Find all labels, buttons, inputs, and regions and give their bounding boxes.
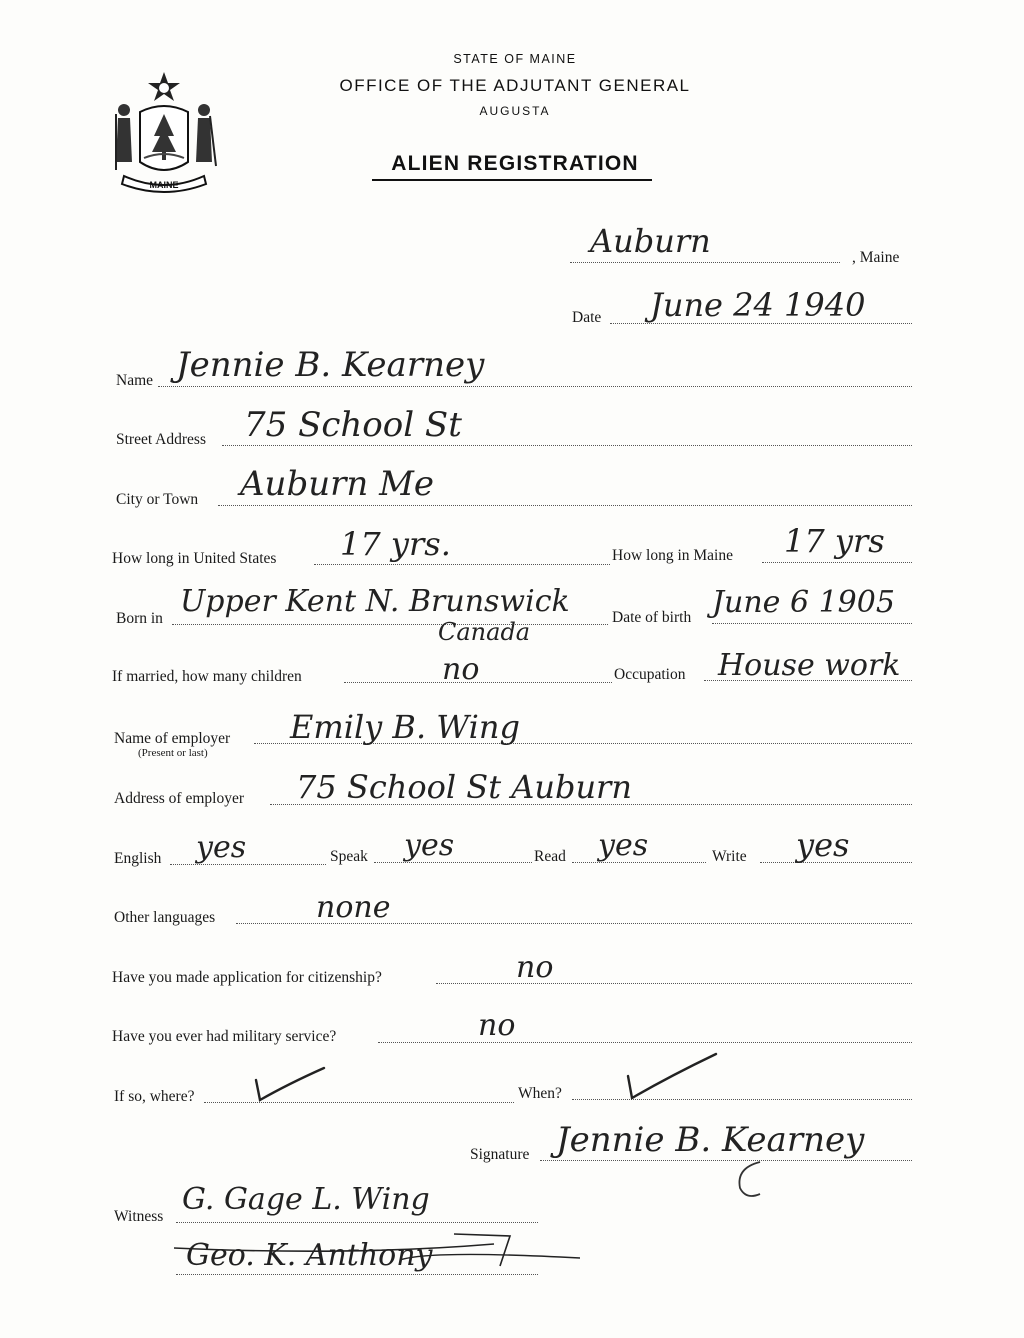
city-town-line (218, 505, 912, 506)
witness-2-entry: Geo. K. Anthony (186, 1238, 433, 1273)
born-in-label: Born in (116, 610, 163, 627)
how-long-maine-label: How long in Maine (612, 547, 733, 564)
form-title: ALIEN REGISTRATION (391, 152, 639, 175)
children-entry: no (442, 652, 480, 687)
state-heading: STATE OF MAINE (453, 52, 577, 66)
date-of-birth-entry: June 6 1905 (712, 585, 895, 620)
when-line (572, 1099, 912, 1100)
witness-label: Witness (114, 1208, 164, 1225)
citizenship-entry: no (516, 950, 554, 985)
read-label: Read (534, 848, 566, 865)
military-line (378, 1042, 912, 1043)
english-label: English (114, 850, 162, 867)
town-entry: Auburn (590, 222, 711, 260)
where-check-mark (252, 1066, 328, 1106)
name-label: Name (116, 372, 154, 389)
employer-note: (Present or last) (138, 747, 208, 759)
where-line (204, 1102, 514, 1103)
speak-label: Speak (330, 848, 368, 865)
citizenship-label: Have you made application for citizenship? (112, 969, 382, 986)
witness-line-1 (176, 1222, 538, 1223)
how-long-maine-line (762, 562, 912, 563)
born-in-entry: Upper Kent N. Brunswick (180, 584, 570, 619)
how-long-us-entry: 17 yrs. (340, 525, 451, 563)
signature-flourish (730, 1158, 770, 1202)
signature-line (540, 1160, 912, 1161)
signature-entry: Jennie B. Kearney (556, 1120, 865, 1160)
name-entry: Jennie B. Kearney (176, 345, 485, 385)
born-in-line (172, 624, 608, 625)
city-town-entry: Auburn Me (240, 464, 435, 504)
how-long-maine-entry: 17 yrs (784, 522, 885, 560)
witness-1-entry: G. Gage L. Wing (182, 1182, 430, 1217)
city-heading: AUGUSTA (479, 104, 551, 118)
citizenship-line (436, 983, 912, 984)
occupation-label: Occupation (614, 666, 686, 683)
employer-entry: Emily B. Wing (290, 708, 520, 746)
speak-entry: yes (404, 828, 455, 863)
english-line (170, 864, 326, 865)
military-entry: no (478, 1008, 516, 1043)
witness-strike-marks (170, 1230, 590, 1300)
office-heading: OFFICE OF THE ADJUTANT GENERAL (339, 76, 691, 95)
employer-address-label: Address of employer (114, 790, 244, 807)
signature-label: Signature (470, 1146, 530, 1163)
maine-state-seal (110, 66, 218, 198)
street-label: Street Address (116, 431, 206, 448)
date-label: Date (572, 309, 602, 326)
seal-label: MAINE (149, 180, 179, 190)
military-label: Have you ever had military service? (112, 1028, 337, 1045)
when-label: When? (518, 1085, 562, 1102)
title-underline (372, 179, 652, 181)
employer-label: Name of employer (114, 730, 231, 747)
write-label: Write (712, 848, 747, 865)
read-entry: yes (598, 828, 649, 863)
city-town-label: City or Town (116, 491, 199, 508)
name-line (158, 386, 912, 387)
maine-label: , Maine (852, 249, 900, 266)
write-entry: yes (796, 826, 850, 864)
town-line (570, 262, 840, 263)
street-entry: 75 School St (244, 405, 462, 445)
employer-address-entry: 75 School St Auburn (296, 768, 632, 806)
date-of-birth-label: Date of birth (612, 609, 692, 626)
where-label: If so, where? (114, 1088, 195, 1105)
english-entry: yes (196, 830, 247, 865)
how-long-us-label: How long in United States (112, 550, 277, 567)
date-entry: June 24 1940 (650, 286, 866, 324)
children-label: If married, how many children (112, 668, 302, 685)
other-languages-label: Other languages (114, 909, 216, 926)
occupation-entry: House work (718, 648, 901, 683)
street-line (222, 445, 912, 446)
other-languages-entry: none (316, 890, 391, 925)
how-long-us-line (314, 564, 610, 565)
when-check-mark (624, 1052, 720, 1104)
born-in-country-entry: Canada (438, 618, 531, 646)
date-of-birth-line (712, 623, 912, 624)
